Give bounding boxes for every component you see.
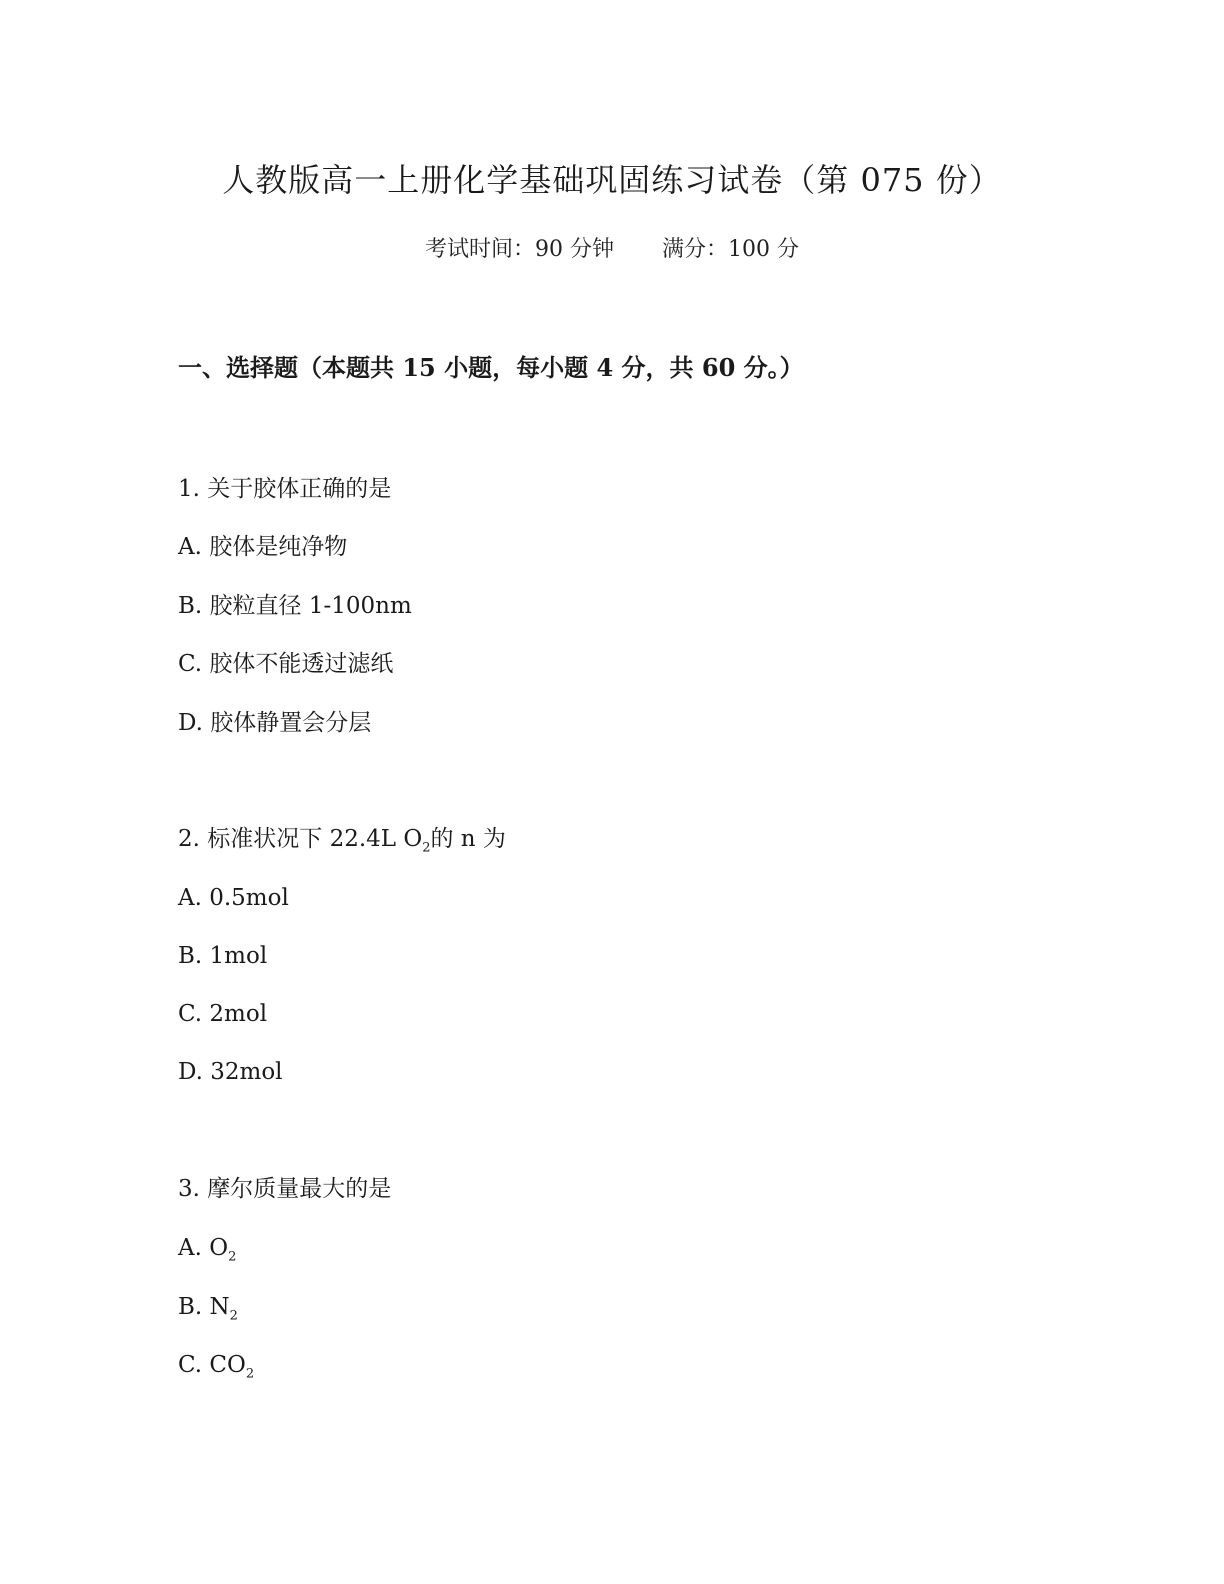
exam-meta <box>0 234 1224 266</box>
question-2-stem-suffix: 的 n 为 <box>430 826 506 852</box>
option-text: C. CO <box>178 1352 246 1378</box>
question-2-option-d: D. 32mol <box>178 1059 283 1085</box>
question-1-stem: 1. 关于胶体正确的是 <box>178 476 392 502</box>
option-subscript: 2 <box>228 1249 237 1265</box>
question-3-stem: 3. 摩尔质量最大的是 <box>178 1176 392 1202</box>
question-2-stem-subscript: 2 <box>422 840 431 856</box>
question-3-option-b <box>178 1290 238 1334</box>
option-text: B. N <box>178 1294 230 1320</box>
question-3-option-c <box>178 1348 254 1392</box>
section-heading: 一、选择题（本题共 15 小题，每小题 4 分，共 60 分。） <box>178 353 804 382</box>
option-subscript: 2 <box>245 1366 255 1382</box>
page-title: 人教版高一上册化学基础巩固练习试卷（第 075 份） <box>222 161 1002 199</box>
exam-score: 满分：100 分 <box>662 237 799 262</box>
question-1-option-b: B. 胶粒直径 1-100nm <box>178 593 412 619</box>
question-2-option-b: B. 1mol <box>178 943 268 969</box>
option-subscript: 2 <box>229 1308 238 1324</box>
question-1-option-c: C. 胶体不能透过滤纸 <box>178 651 394 677</box>
question-2-stem <box>178 822 506 866</box>
question-1-option-d: D. 胶体静置会分层 <box>178 710 372 736</box>
question-2-stem-prefix: 2. 标准状况下 22.4L O <box>178 826 423 852</box>
question-1-option-a: A. 胶体是纯净物 <box>178 534 348 560</box>
question-3-option-a <box>178 1231 236 1275</box>
question-2-option-a: A. 0.5mol <box>178 885 289 911</box>
exam-time: 考试时间：90 分钟 <box>425 237 614 262</box>
option-text: A. O <box>178 1235 229 1261</box>
question-2-option-c: C. 2mol <box>178 1001 268 1027</box>
